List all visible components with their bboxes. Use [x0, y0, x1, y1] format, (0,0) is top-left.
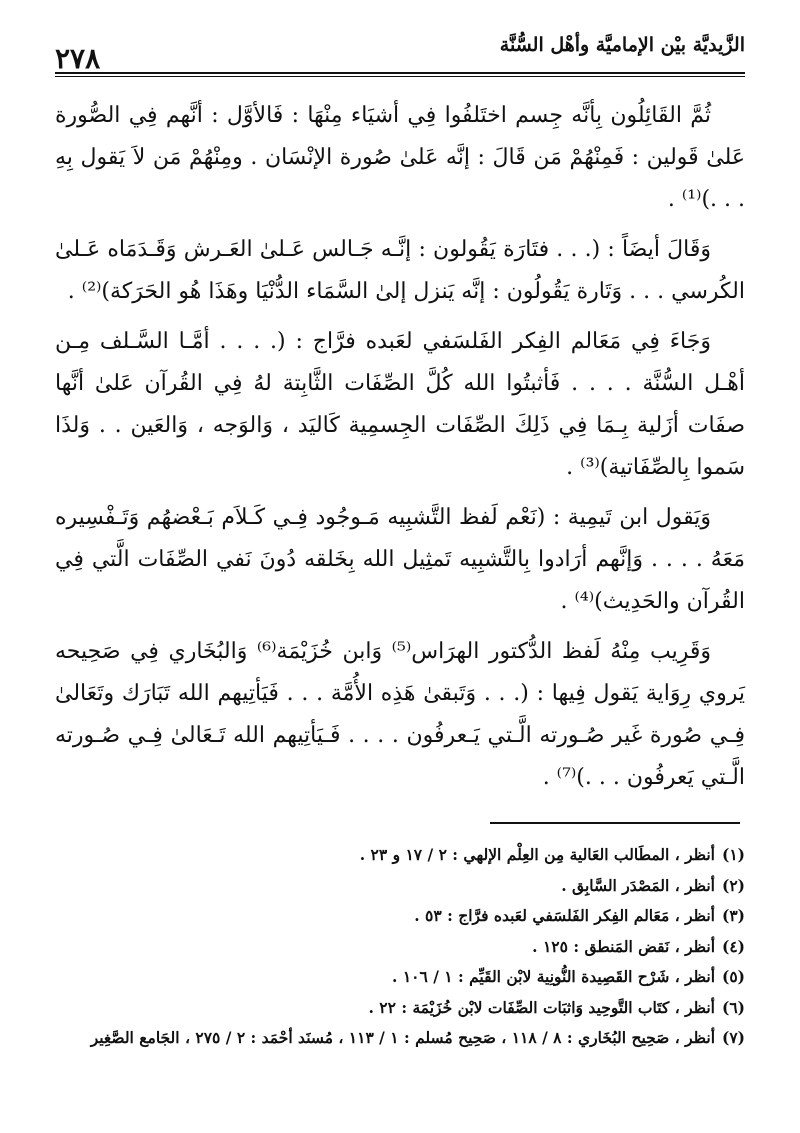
- page-header: [55, 28, 745, 78]
- footnote-text: أنظر ، صَحِيح البُخَاري : ٨ / ١١٨ ، صَحِيح مُسلم : ١ / ١١٣ ، مُسنَد أحْمَد : ٢ / ٢٧٥ ، الجَامع الصَّغِير: [90, 1028, 715, 1047]
- footnote-separator: [490, 822, 740, 824]
- footnote: [55, 962, 745, 993]
- footnote-number: (٧): [721, 1028, 745, 1047]
- footnote-number: (٤): [721, 936, 745, 956]
- paragraph: وَقَرِيب مِنْهُ لَفظ الدُّكتور الهرَاس⁽⁵⁾ وَابن خُزَيْمَة⁽⁶⁾ وَالبُخَاري فِي صَحِيحه يَروي رِوَاية يَقول فِيها : (. . . وَتَبقىٰ هَذِه الأُمَّة . . . فَيَأتِيهم الله تَبَارَك وتَعَالىٰ فِـي صُورة غَير صُـورته الَّـتي يَـعرفُون . . . . فَـيَأتِيهم الله تَـعَالىٰ فِـي صُـورته الَّـتي يَعرفُون . . .)⁽⁷⁾ .: [55, 639, 745, 790]
- footnote: [55, 1023, 745, 1054]
- footnote-number: (٦): [721, 997, 745, 1017]
- footnote-number: (٢): [721, 875, 745, 895]
- page-number: ٢٧٨: [55, 42, 101, 75]
- footnote-number: (٣): [721, 906, 745, 925]
- footnote: [55, 840, 745, 871]
- footnote: [55, 901, 745, 932]
- footnotes: [55, 840, 745, 1054]
- footnote-text: أنظر ، المَصْدَر السَّابِق .: [561, 875, 715, 895]
- footnote: [55, 993, 745, 1024]
- paragraph: ثُمَّ القَائِلُون بِأنَّه جِسم اختَلفُوا فِي أشيَاء مِنْهَا : فَالأوَّل : أنَّهم فِي الصُّورة عَلىٰ قَولين : فَمِنْهُمْ مَن قَالَ : إنَّه عَلىٰ صُورة الإنْسَان . ومِنْهُمْ مَن لاَ يَقول بِهِ . . .)⁽¹⁾ .: [55, 103, 745, 212]
- footnote-text: أنظر ، شَرْح القَصِيدة النُّونِية لابْن القَيِّم : ١ / ١٠٦ .: [392, 967, 715, 986]
- footnote-text: أنظر ، المطَالب العَالية مِن العِلْم الإلهي : ٢ / ١٧ و ٢٣ .: [359, 845, 715, 864]
- paragraph: وَقَالَ أيضَاً : (. . . فتَارَة يَقُولون : إنَّـه جَـالس عَـلىٰ العَـرش وَقَـدَمَاه عَـلىٰ الكُرسي . . . وَتَارة يَقُولُون : إنَّه يَنزل إلىٰ السَّمَاء الدُّنْيَا وهَذَا هُو الحَرَكة)⁽²⁾ .: [55, 237, 745, 304]
- main-text: [55, 95, 745, 807]
- header-rule: [55, 72, 745, 77]
- running-title: الزَّيديَّة بيْن الإماميَّة وأهْل السُّنَّة: [499, 34, 745, 56]
- footnote: [55, 871, 745, 902]
- footnote-text: أنظر ، نَقض المَنطق : ١٢٥ .: [532, 936, 715, 956]
- footnote-text: أنظر ، كتَاب التَّوحِيد وَاثبَات الصِّفَات لابْن خُزَيْمَة : ٢٢ .: [368, 997, 715, 1017]
- footnote-number: (٥): [721, 967, 745, 986]
- footnote-text: أنظر ، مَعَالم الفِكر الفَلسَفي لعَبده فرَّاج : ٥٣ .: [414, 906, 715, 925]
- footnote-number: (١): [721, 845, 745, 864]
- paragraph: وَجَاءَ فِي مَعَالم الفِكر الفَلسَفي لعَبده فرَّاج : (. . . . أمَّـا السَّـلف مِـن أهْـل السُّنَّة . . . . فَأثبتُوا الله كُلَّ الصِّفَات الثَّابِتة لهُ فِي القُرآن عَلىٰ أنَّها صفَات أزَلية بِـمَا فِي ذَلِكَ الصِّفَات الجِسمِية كَاليَد ، وَالوَجه ، وَالعَين . . وَلذَا سَموا بِالصِّفَاتية)⁽³⁾ .: [55, 329, 745, 480]
- footnote: [55, 932, 745, 963]
- paragraph: وَيَقول ابن تَيمِية : (نَعْم لَفظ التَّشبِيه مَـوجُود فِـي كَـلاَم بَـعْضهُم وَتَـفْسِيره مَعَهُ . . . . وَإنَّهم أرَادوا بِالتَّشبِيه تَمثِيل الله بِخَلقه دُونَ نَفي الصِّفَات الَّتي فِي القُرآن والحَدِيث)⁽⁴⁾ .: [55, 505, 745, 614]
